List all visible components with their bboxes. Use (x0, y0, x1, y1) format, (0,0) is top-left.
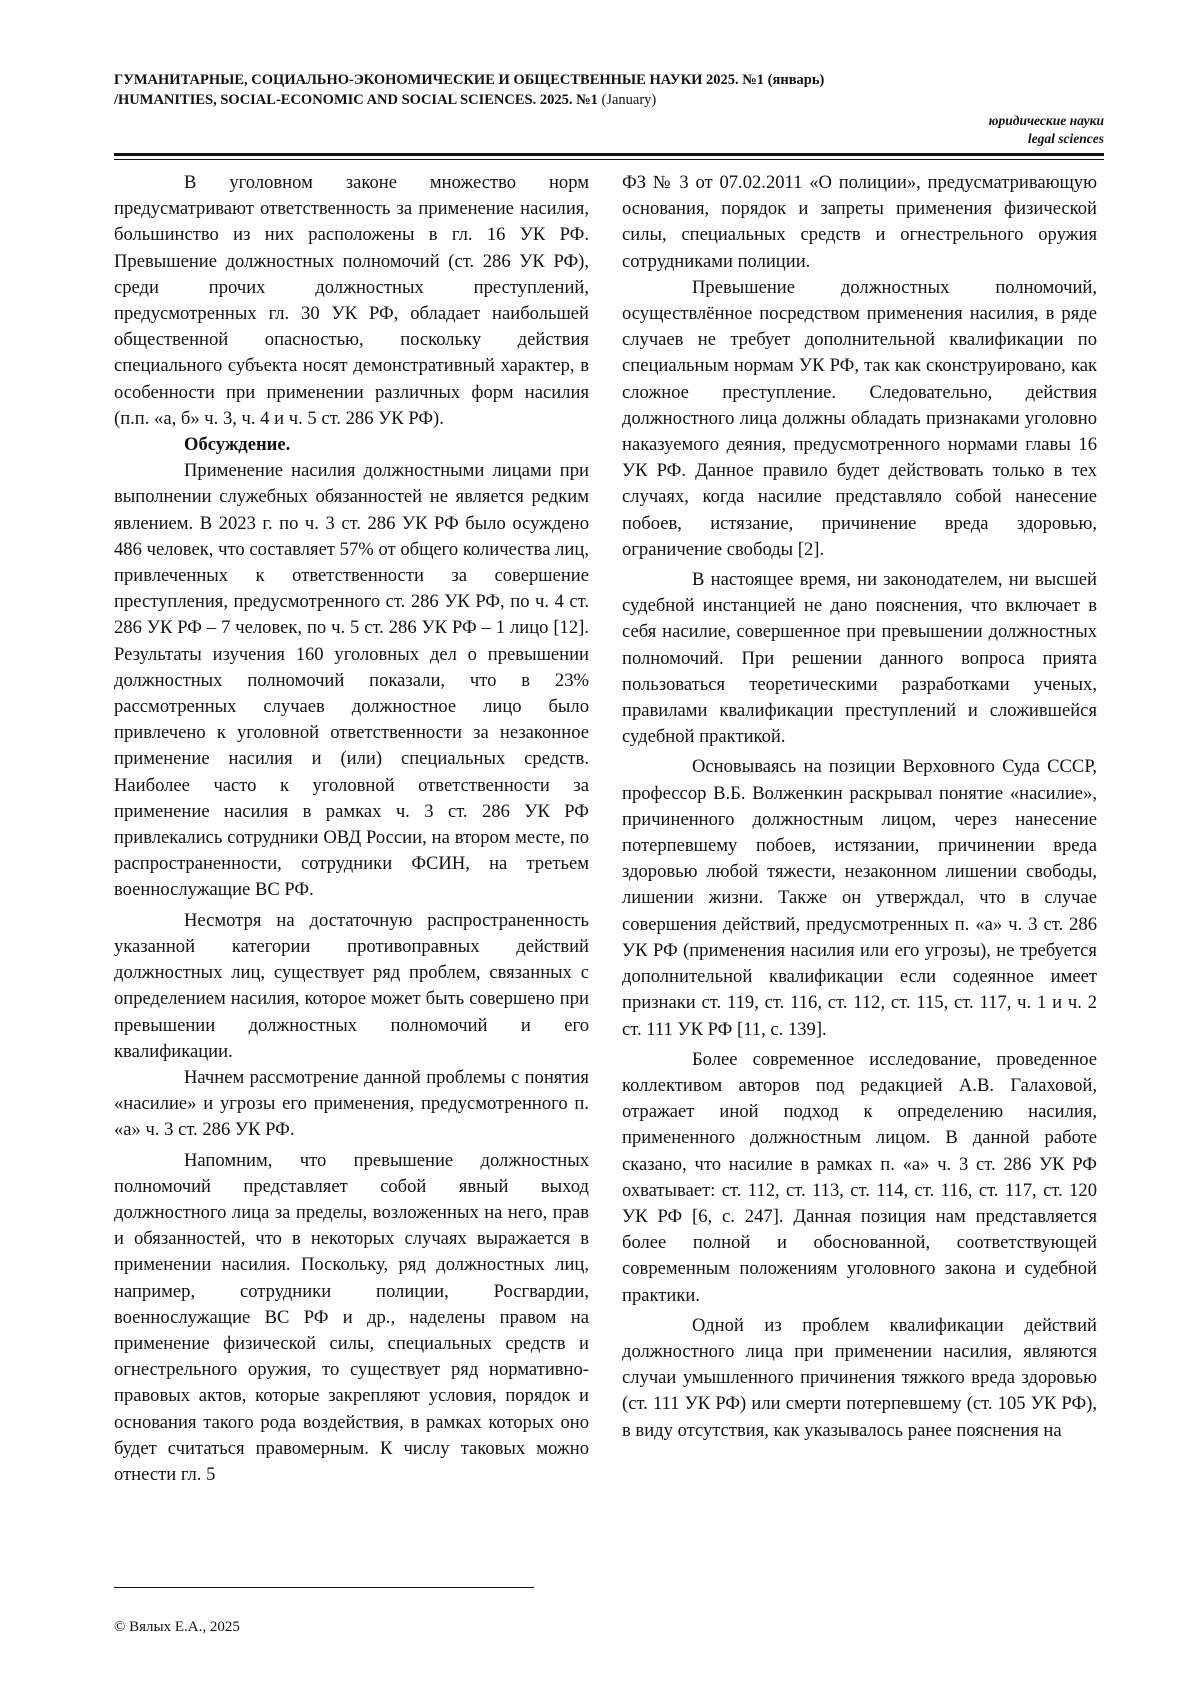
paragraph: Более современное исследование, проведенное коллективом авторов под редакцией А.В. Галаховой, отражает иной подход к определению насилия, примененного должностным лицом. В данной работе сказано, что насилие в рамках п. «а» ч. 3 ст. 286 УК РФ охватывает: ст. 112, ст. 113, ст. 114, ст. 116, ст. 117, ст. 120 УК РФ [6, с. 247]. Данная позиция нам представляется более полной и обоснованной, соответствующей современным положениям уголовного закона и судебной практики. (622, 1048, 1097, 1306)
left-column (114, 170, 589, 1488)
paragraph: Напомним, что превышение должностных полномочий представляет собой явный выход должностного лица за пределы, возложенных на него, прав и обязанностей, что в некоторых случаях выражается в применении насилия. Поскольку, ряд должностных лиц, например, сотрудники полиции, Росгвардии, военнослужащие ВС РФ и др., наделены правом на применение физической силы, специальных средств и огнестрельного оружия, то существует ряд нормативно-правовых актов, которые закрепляют условия, порядок и основания такого рода воздействия, в рамках которых оно будет считаться правомерным. К числу таковых можно отнести гл. 5 (114, 1149, 589, 1485)
paragraph: В уголовном законе множество норм предусматривают ответственность за применение насилия, большинство из них расположены в гл. 16 УК РФ. Превышение должностных полномочий (ст. 286 УК РФ), среди прочих должностных преступлений, предусмотренных гл. 30 УК РФ, обладает наибольшей общественной опасностью, поскольку действия специального субъекта носят демонстративный характер, в особенности при применении различных форм насилия (п.п. «а, б» ч. 3, ч. 4 и ч. 5 ст. 286 УК РФ). (114, 172, 589, 429)
journal-title-en-main: /HUMANITIES, SOCIAL-ECONOMIC AND SOCIAL SCIENCES. 2025. №1 (114, 92, 598, 108)
right-column (622, 170, 1097, 1444)
paragraph: Основываясь на позиции Верховного Суда СССР, профессор В.Б. Волженкин раскрывал понятие «насилие», причиненного должностным лицом, через нанесение потерпевшему побоев, истязании, причинении вреда здоровью любой тяжести, незаконном лишении свободы, лишении жизни. Также он утверждал, что в случае совершения действий, предусмотренных п. «а» ч. 3 ст. 286 УК РФ (применения насилия или его угрозы), не требуется дополнительной квалификации если содеянное имеет признаки ст. 119, ст. 116, ст. 112, ст. 115, ст. 117, ч. 1 и ч. 2 ст. 111 УК РФ [11, с. 139]. (622, 756, 1097, 1040)
paragraph: Начнем рассмотрение данной проблемы с понятия «насилие» и угрозы его применения, предусмотренного п. «а» ч. 3 ст. 286 УК РФ. (114, 1066, 589, 1141)
journal-title-ru: ГУМАНИТАРНЫЕ, СОЦИАЛЬНО-ЭКОНОМИЧЕСКИЕ И ОБЩЕСТВЕННЫЕ НАУКИ 2025. №1 (январь) (114, 72, 825, 88)
journal-issue-month: (January) (597, 92, 657, 108)
section-heading: Обсуждение. (184, 434, 291, 456)
header-rule-thin (114, 159, 1104, 160)
copyright-notice: © Вялых Е.А., 2025 (114, 1619, 240, 1635)
paragraph: Несмотря на достаточную распространенность указанной категории противоправных действий должностных лиц, существует ряд проблем, связанных с определением насилия, которое может быть совершено при превышении должностных полномочий и его квалификации. (114, 909, 589, 1062)
journal-title-en (114, 90, 1104, 110)
paragraph-continued: ФЗ № 3 от 07.02.2011 «О полиции», предусматривающую основания, порядок и запреты применения физической силы, специальных средств и огнестрельного оружия сотрудниками полиции. (622, 172, 1097, 272)
section-tag-ru: юридические науки (988, 113, 1104, 128)
paragraph: В настоящее время, ни законодателем, ни высшей судебной инстанцией не дано пояснения, что включает в себя насилие, совершенное при превышении должностных полномочий. При решении данного вопроса прията пользоваться теоретическими разработками ученых, правилами квалификации преступлений и сложившейся судебной практикой. (622, 569, 1097, 748)
paragraph: Применение насилия должностными лицами при выполнении служебных обязанностей не является редким явлением. В 2023 г. по ч. 3 ст. 286 УК РФ было осуждено 486 человек, что составляет 57% от общего количества лиц, привлеченных к ответственности за совершение преступления, предусмотренного ст. 286 УК РФ, по ч. 4 ст. 286 УК РФ – 7 человек, по ч. 5 ст. 286 УК РФ – 1 лицо [12]. Результаты изучения 160 уголовных дел о превышении должностных полномочий показали, что в 23% рассмотренных случаев должностное лицо было привлечено к уголовной ответственности за незаконное применение насилия и (или) специальных средств. Наиболее часто к уголовной ответственности за применение насилия в рамках ч. 3 ст. 286 УК РФ привлекались сотрудники ОВД России, на втором месте, по распространенности, сотрудники ФСИН, на третьем военнослужащие ВС РФ. (114, 460, 589, 901)
header-rule-thick (114, 153, 1104, 156)
footnote-rule (114, 1587, 534, 1588)
journal-header (114, 70, 1104, 110)
paragraph: Одной из проблем квалификации действий должностного лица при применении насилия, являются случаи умышленного причинения тяжкого вреда здоровью (ст. 111 УК РФ) или смерти потерпевшему (ст. 105 УК РФ), в виду отсутствия, как указывалось ранее пояснения на (622, 1314, 1097, 1441)
section-tag (989, 112, 1104, 148)
section-tag-en: legal sciences (1027, 131, 1104, 146)
paragraph: Превышение должностных полномочий, осуществлённое посредством применения насилия, в ряде случаев не требует дополнительной квалификации по специальным нормам УК РФ, так как сконструировано, как сложное преступление. Следовательно, действия должностного лица должны обладать признаками уголовно наказуемого деяния, предусмотренного нормами главы 16 УК РФ. Данное правило будет действовать только в тех случаях, когда насилие представляло собой нанесение побоев, истязание, причинение вреда здоровью, ограничение свободы [2]. (622, 276, 1097, 560)
